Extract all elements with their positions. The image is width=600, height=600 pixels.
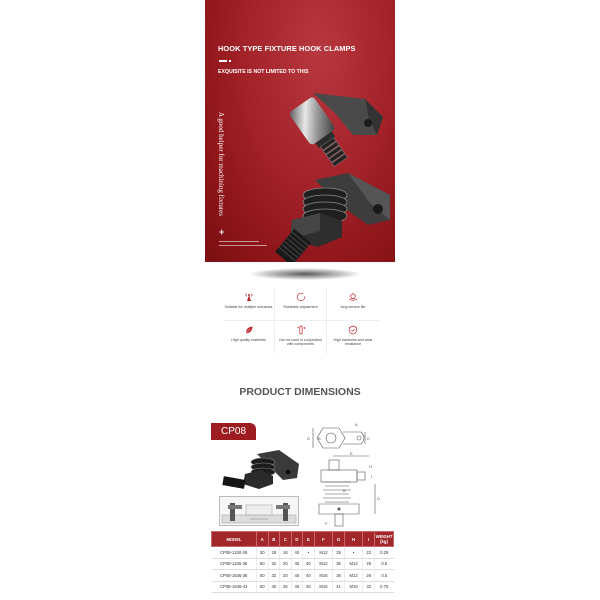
table-cell: 20 [280, 570, 292, 582]
feature-label: long service life [340, 305, 366, 309]
table-cell: • [303, 547, 315, 559]
table-cell: 32 [363, 581, 375, 593]
feature-item [327, 321, 379, 354]
table-cell: 60 [257, 581, 269, 593]
hero-title: HOOK TYPE FIXTURE HOOK CLAMPS [218, 44, 356, 53]
table-cell: 50 [257, 558, 269, 570]
table-cell: M16 [344, 581, 363, 593]
table-row [212, 581, 394, 593]
column-header: H [344, 532, 363, 547]
table-cell: 36 [333, 558, 345, 570]
table-cell: 29 [333, 547, 345, 559]
section-title: PRODUCT DIMENSIONS [239, 386, 361, 398]
svg-text:F: F [325, 521, 328, 526]
column-header: WEIGHT (kg) [375, 532, 394, 547]
table-cell: 50 [257, 570, 269, 582]
feature-label: High hardness and wear resistance [333, 338, 373, 347]
table-cell: CP08-1645-36 [212, 570, 257, 582]
column-header: MODEL [212, 532, 257, 547]
table-cell: 0.75 [375, 581, 394, 593]
table-cell: 20 [280, 558, 292, 570]
hero-banner [205, 0, 395, 262]
table-cell: 41 [333, 581, 345, 593]
table-cell: M16 [314, 581, 333, 593]
table-cell: 45 [291, 570, 303, 582]
table-cell: 45 [303, 581, 315, 593]
svg-text:I: I [371, 474, 373, 479]
table-cell: M16 [314, 570, 333, 582]
hero-fineprint-line-1 [219, 241, 259, 242]
column-header: I [363, 532, 375, 547]
product-page [205, 0, 395, 600]
table-cell: 26 [363, 570, 375, 582]
table-cell: 28 [268, 547, 280, 559]
svg-text:C: C [367, 436, 370, 441]
dimensions-table [211, 531, 394, 593]
table-cell: 40 [291, 547, 303, 559]
table-cell: 0.5 [375, 570, 394, 582]
table-cell: 32 [268, 570, 280, 582]
model-tag: CP08 [211, 423, 256, 440]
svg-text:B: B [318, 436, 321, 441]
table-cell: CP08-1645-41 [212, 581, 257, 593]
svg-text:B: B [343, 488, 346, 493]
technical-drawing [305, 420, 395, 528]
table-cell: 36 [333, 570, 345, 582]
table-cell: M12 [314, 547, 333, 559]
table-cell: 26 [363, 558, 375, 570]
table-row [212, 570, 394, 582]
table-cell: M12 [344, 558, 363, 570]
hook-clamp-image-2 [270, 165, 395, 262]
table-cell: 22 [363, 547, 375, 559]
feature-item [275, 321, 327, 354]
table-cell: M12 [344, 570, 363, 582]
table-header-row [212, 532, 394, 547]
column-header: A [257, 532, 269, 547]
signal-tower-icon [244, 292, 254, 302]
product-shadow [250, 268, 360, 280]
table-cell: 45 [291, 558, 303, 570]
hero-tagline: A good helper for machining fixtures [217, 112, 225, 217]
svg-text:D: D [377, 496, 380, 501]
component-connect-icon [296, 325, 306, 335]
hand-care-icon [348, 292, 358, 302]
shield-check-icon [348, 325, 358, 335]
title-underline-dot [229, 60, 231, 62]
table-row [212, 547, 394, 559]
cp08-product-image [217, 448, 302, 493]
table-cell: 30 [257, 547, 269, 559]
feature-item [327, 288, 379, 321]
column-header: D [291, 532, 303, 547]
hero-subtitle: EXQUISITE IS NOT LIMITED TO THIS [218, 69, 309, 75]
table-cell: 40 [303, 570, 315, 582]
svg-text:G: G [307, 436, 311, 441]
table-cell: 32 [268, 558, 280, 570]
feature-label: Suitable for multiple scenarios [224, 305, 273, 309]
table-cell: M12 [314, 558, 333, 570]
plus-icon: + [219, 227, 225, 237]
table-cell: 16 [280, 547, 292, 559]
svg-text:E: E [350, 451, 353, 456]
fixture-setup-diagram [219, 496, 299, 526]
column-header: E [303, 532, 315, 547]
rotate-circle-icon [296, 292, 306, 302]
table-cell: CP08-1240-29 [212, 547, 257, 559]
feature-label: Rotatable adjustment [283, 305, 318, 309]
table-cell: 0.29 [375, 547, 394, 559]
svg-text:H: H [369, 464, 372, 469]
feature-label: High quality materials [231, 338, 266, 342]
feature-label: Can be used in conjunction with components [278, 338, 323, 347]
svg-text:A: A [355, 422, 358, 427]
column-header: B [268, 532, 280, 547]
features-grid [223, 288, 379, 354]
column-header: C [280, 532, 292, 547]
feature-item [223, 321, 275, 354]
table-cell: 0.5 [375, 558, 394, 570]
hero-fineprint-line-2 [219, 245, 267, 246]
feature-item [275, 288, 327, 321]
table-cell: 40 [303, 558, 315, 570]
table-row [212, 558, 394, 570]
title-underline [219, 60, 227, 62]
table-cell: CP08-1245-36 [212, 558, 257, 570]
table-cell: 45 [280, 581, 292, 593]
table-cell: • [344, 547, 363, 559]
column-header: G [333, 532, 345, 547]
leaf-icon [244, 325, 254, 335]
column-header: F [314, 532, 333, 547]
feature-item [223, 288, 275, 321]
table-cell: 40 [268, 581, 280, 593]
table-cell: 45 [291, 581, 303, 593]
